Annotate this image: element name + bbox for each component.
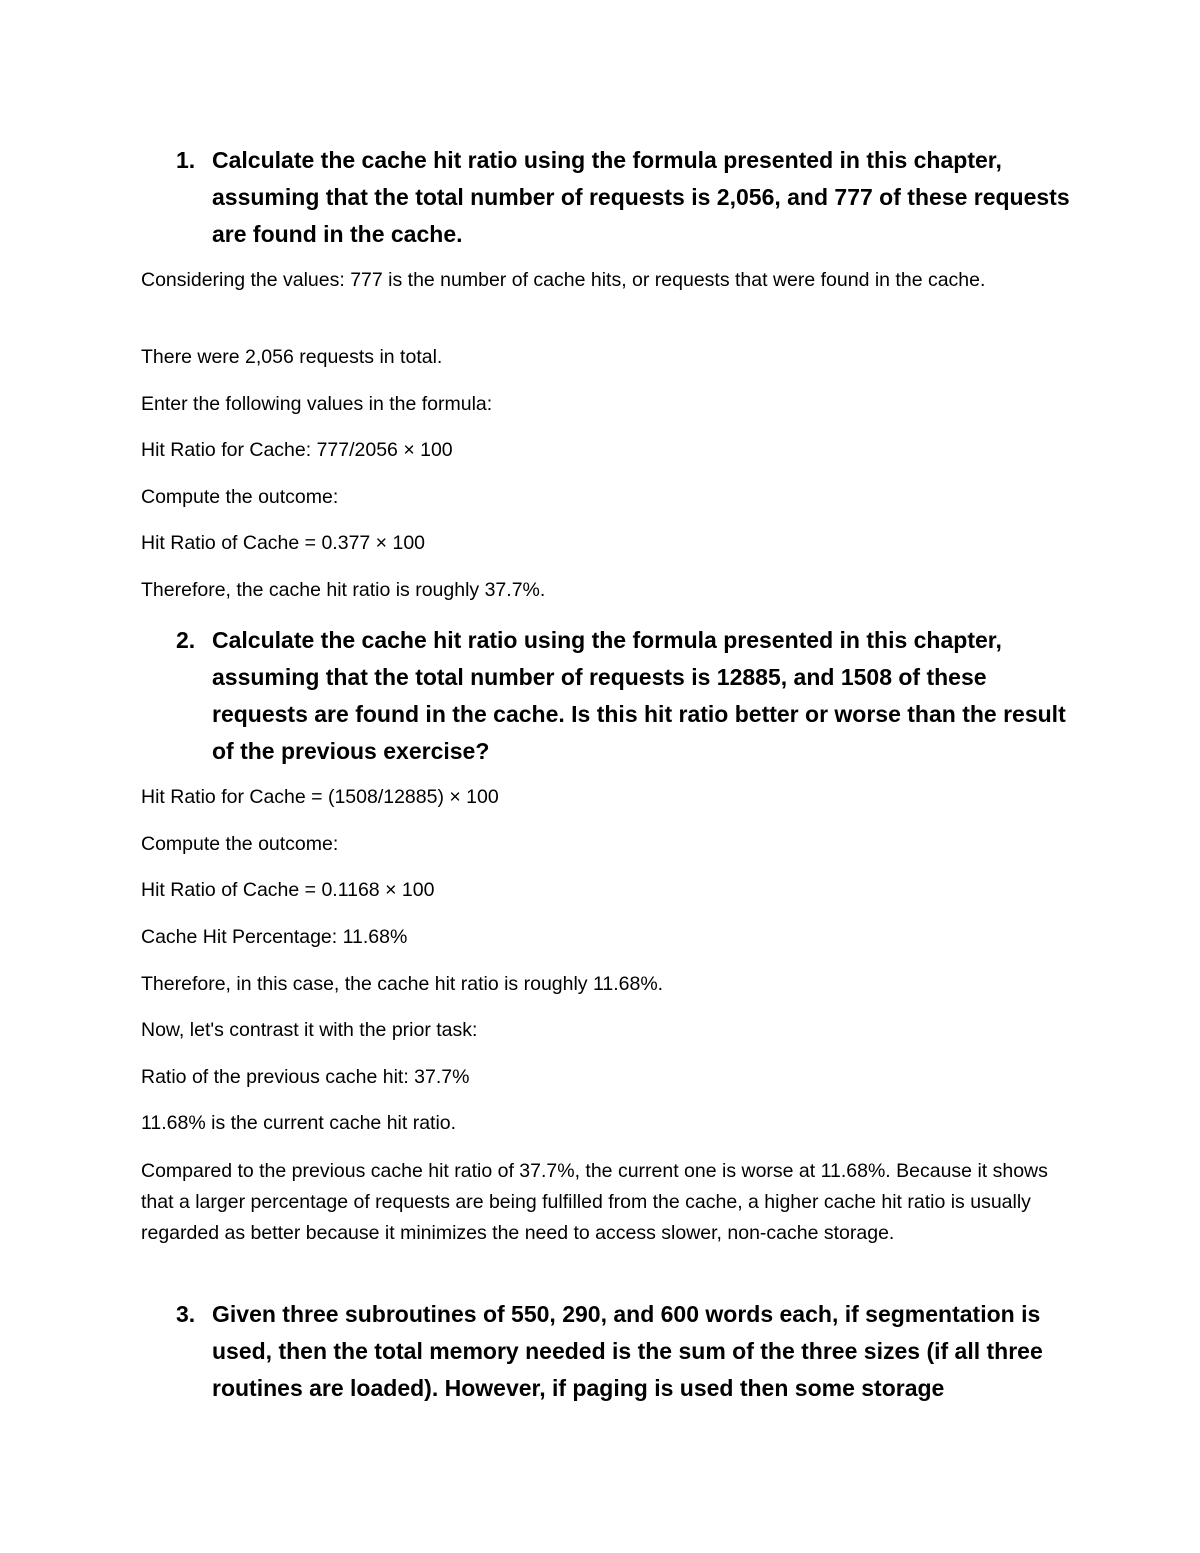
- question-number: 3.: [176, 1301, 196, 1327]
- answer-2-paragraph-1: Hit Ratio for Cache = (1508/12885) × 100: [141, 786, 499, 808]
- answer-2-paragraph-5: Therefore, in this case, the cache hit ratio is roughly 11.68%.: [141, 973, 664, 995]
- answer-2-paragraph-2: Compute the outcome:: [141, 833, 339, 855]
- answer-2-paragraph-8: 11.68% is the current cache hit ratio.: [141, 1112, 457, 1134]
- answer-2-paragraph-9: Compared to the previous cache hit ratio of 37.7%, the current one is worse at 11.68%. Because it shows that a larger percentage of requests are being fulfilled from the cache, a higher cache hit ratio is usually regarded as better because it minimizes the need to access slower, non-cache storage.: [141, 1160, 1048, 1244]
- answer-1-paragraph-5: Compute the outcome:: [141, 486, 339, 508]
- question-text: Calculate the cache hit ratio using the formula presented in this chapter, assuming that the total number of requests is 12885, and 1508 of these requests are found in the cache. Is this hit ratio better or worse than the result of the previous exercise?: [212, 627, 1066, 764]
- question-number: 1.: [176, 147, 196, 173]
- answer-1-paragraph-6: Hit Ratio of Cache = 0.377 × 100: [141, 532, 426, 554]
- answer-1-paragraph-7: Therefore, the cache hit ratio is roughly 37.7%.: [141, 579, 546, 601]
- answer-2-paragraph-7: Ratio of the previous cache hit: 37.7%: [141, 1066, 470, 1088]
- answer-2-paragraph-4: Cache Hit Percentage: 11.68%: [141, 926, 408, 948]
- question-3: [176, 1296, 1076, 1407]
- answer-1-paragraph-1: Considering the values: 777 is the number of cache hits, or requests that were found in the cache.: [141, 269, 986, 291]
- question-2: [176, 622, 1076, 770]
- question-text: Given three subroutines of 550, 290, and 600 words each, if segmentation is used, then the total memory needed is the sum of the three sizes (if all three routines are loaded). However, if paging is used then some storage: [212, 1301, 1043, 1401]
- answer-2-paragraph-6: Now, let's contrast it with the prior task:: [141, 1019, 478, 1041]
- answer-1-paragraph-3: Enter the following values in the formula:: [141, 393, 493, 415]
- answer-2-paragraph-3: Hit Ratio of Cache = 0.1168 × 100: [141, 879, 435, 901]
- question-text: Calculate the cache hit ratio using the formula presented in this chapter, assuming that the total number of requests is 2,056, and 777 of these requests are found in the cache.: [212, 147, 1070, 247]
- answer-1-paragraph-4: Hit Ratio for Cache: 777/2056 × 100: [141, 439, 453, 461]
- question-number: 2.: [176, 627, 196, 653]
- answer-1-paragraph-2: There were 2,056 requests in total.: [141, 346, 443, 368]
- question-1: [176, 142, 1076, 253]
